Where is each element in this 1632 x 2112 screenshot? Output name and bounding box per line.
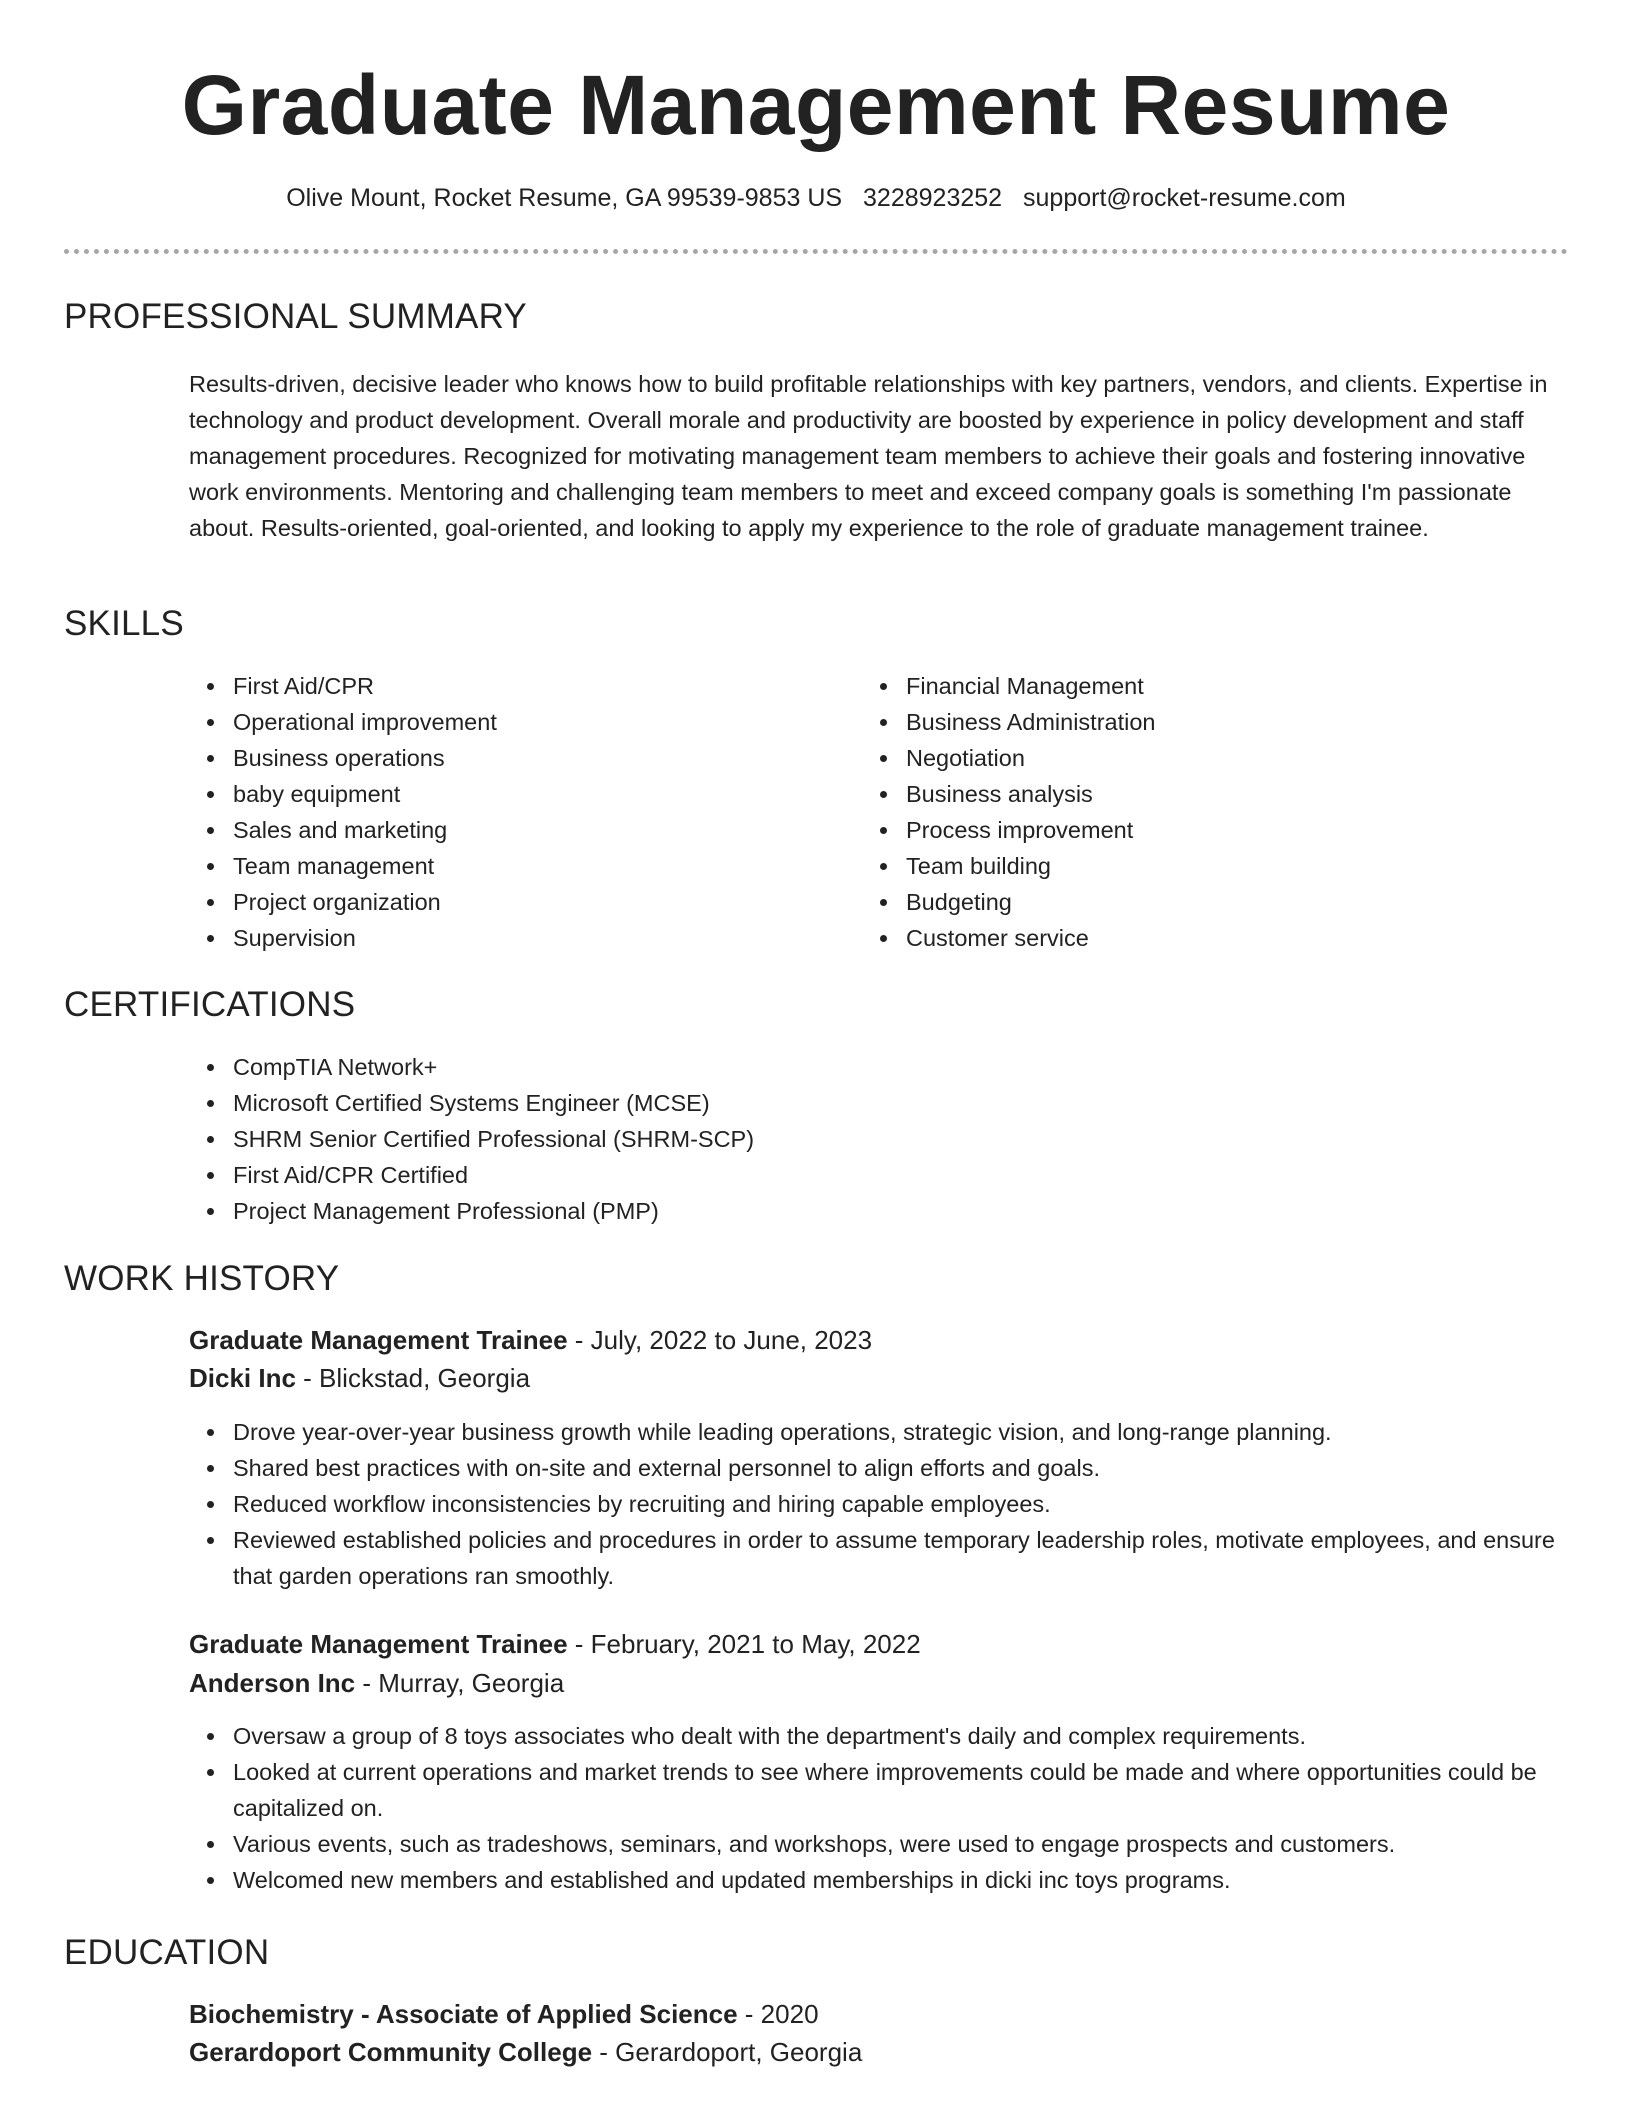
job-company-line bbox=[189, 1359, 530, 1397]
job-bullets bbox=[189, 1718, 1559, 1898]
skill-item: Business operations bbox=[189, 740, 829, 776]
skills-list-left bbox=[189, 668, 829, 956]
job-bullet: Shared best practices with on-site and external personnel to align efforts and goals. bbox=[189, 1450, 1559, 1486]
skill-item: Supervision bbox=[189, 920, 829, 956]
job-bullet: Looked at current operations and market trends to see where improvements could be made and where opportunities could be capitalized on. bbox=[189, 1754, 1559, 1826]
job-bullet: Welcomed new members and established and updated memberships in dicki inc toys programs. bbox=[189, 1862, 1559, 1898]
skill-item: Customer service bbox=[862, 920, 1522, 956]
job-dates: - February, 2021 to May, 2022 bbox=[567, 1629, 921, 1659]
contact-phone: 3228923252 bbox=[863, 184, 1003, 212]
education-school: Gerardoport Community College bbox=[189, 2037, 593, 2067]
education-school-line bbox=[189, 2033, 862, 2071]
contact-line bbox=[0, 180, 1632, 216]
skills-heading: SKILLS bbox=[64, 604, 184, 643]
job-role: Graduate Management Trainee bbox=[189, 1629, 568, 1659]
certification-item: First Aid/CPR Certified bbox=[189, 1157, 1559, 1193]
skill-item: baby equipment bbox=[189, 776, 829, 812]
skill-item: Sales and marketing bbox=[189, 812, 829, 848]
job-location: - Murray, Georgia bbox=[355, 1668, 565, 1698]
skill-item: Operational improvement bbox=[189, 704, 829, 740]
contact-address: Olive Mount, Rocket Resume, GA 99539-9853 US bbox=[286, 184, 843, 212]
skill-item: First Aid/CPR bbox=[189, 668, 829, 704]
certifications-list bbox=[189, 1049, 1559, 1229]
skill-item: Team building bbox=[862, 848, 1522, 884]
job-bullet: Reviewed established policies and procedures in order to assume temporary leadership roles, motivate employees, and ensure that garden operations ran smoothly. bbox=[189, 1522, 1559, 1594]
skill-item: Business Administration bbox=[862, 704, 1522, 740]
education-degree-line bbox=[189, 1995, 819, 2033]
work-history-heading: WORK HISTORY bbox=[64, 1259, 340, 1298]
skill-item: Negotiation bbox=[862, 740, 1522, 776]
job-bullet: Reduced workflow inconsistencies by recruiting and hiring capable employees. bbox=[189, 1486, 1559, 1522]
certification-item: SHRM Senior Certified Professional (SHRM-SCP) bbox=[189, 1121, 1559, 1157]
certification-item: Microsoft Certified Systems Engineer (MCSE) bbox=[189, 1085, 1559, 1121]
skill-item: Business analysis bbox=[862, 776, 1522, 812]
job-bullet: Oversaw a group of 8 toys associates who dealt with the department's daily and complex requirements. bbox=[189, 1718, 1559, 1754]
education-year: - 2020 bbox=[737, 1999, 819, 2029]
job-bullet: Drove year-over-year business growth while leading operations, strategic vision, and long-range planning. bbox=[189, 1414, 1559, 1450]
resume-title: Graduate Management Resume bbox=[181, 58, 1451, 152]
skills-list-right bbox=[862, 668, 1522, 956]
education-degree: Biochemistry - Associate of Applied Science bbox=[189, 1999, 738, 2029]
certification-item: CompTIA Network+ bbox=[189, 1049, 1559, 1085]
job-company: Anderson Inc bbox=[189, 1668, 356, 1698]
summary-heading: PROFESSIONAL SUMMARY bbox=[64, 297, 527, 336]
header-divider bbox=[64, 249, 1568, 254]
contact-email: support@rocket-resume.com bbox=[1023, 184, 1346, 212]
education-location: - Gerardoport, Georgia bbox=[592, 2037, 863, 2067]
job-bullets bbox=[189, 1414, 1559, 1594]
job-company: Dicki Inc bbox=[189, 1363, 296, 1393]
skill-item: Team management bbox=[189, 848, 829, 884]
skill-item: Project organization bbox=[189, 884, 829, 920]
education-heading: EDUCATION bbox=[64, 1933, 270, 1972]
certifications-heading: CERTIFICATIONS bbox=[64, 985, 356, 1024]
job-title-line bbox=[189, 1625, 921, 1663]
certification-item: Project Management Professional (PMP) bbox=[189, 1193, 1559, 1229]
skill-item: Process improvement bbox=[862, 812, 1522, 848]
job-role: Graduate Management Trainee bbox=[189, 1325, 568, 1355]
skill-item: Financial Management bbox=[862, 668, 1522, 704]
job-dates: - July, 2022 to June, 2023 bbox=[567, 1325, 873, 1355]
job-bullet: Various events, such as tradeshows, seminars, and workshops, were used to engage prospects and customers. bbox=[189, 1826, 1559, 1862]
job-location: - Blickstad, Georgia bbox=[295, 1363, 531, 1393]
job-company-line bbox=[189, 1664, 564, 1702]
summary-text: Results-driven, decisive leader who knows how to build profitable relationships with key partners, vendors, and clients. Expertise in technology and product development. Overall morale and productivity are boosted by experience in policy development and staff management procedures. Recognized for motivating management team members to achieve their goals and fostering innovative work environments. Mentoring and challenging team members to meet and exceed company goals is something I'm passionate about. Results-oriented, goal-oriented, and looking to apply my experience to the role of graduate management trainee. bbox=[189, 371, 1548, 541]
job-title-line bbox=[189, 1321, 872, 1359]
skill-item: Budgeting bbox=[862, 884, 1522, 920]
